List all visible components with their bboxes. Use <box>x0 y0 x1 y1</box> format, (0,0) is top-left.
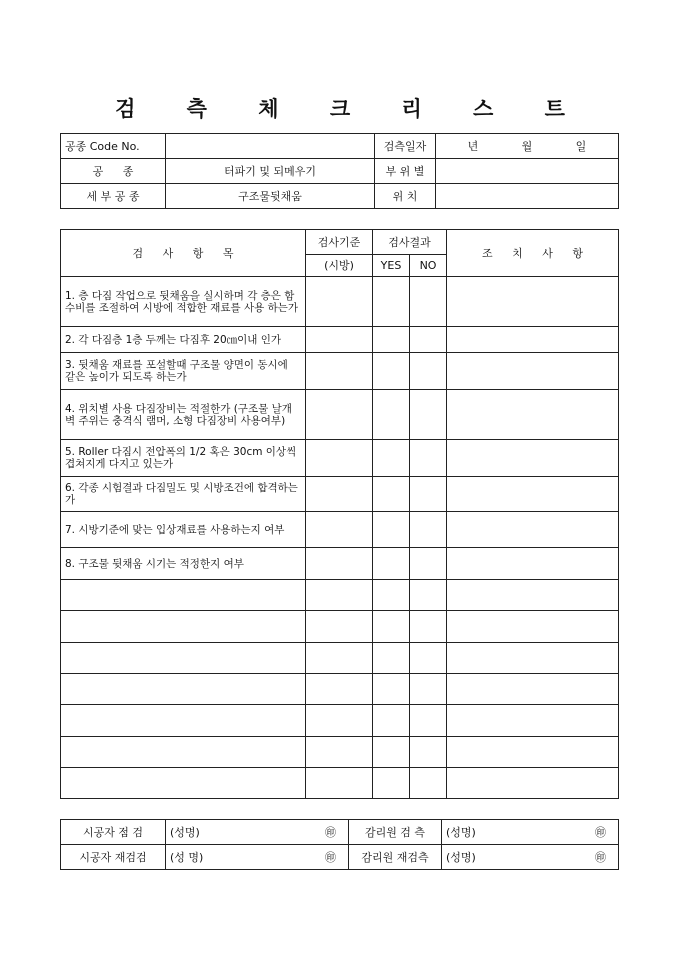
no-cell[interactable] <box>410 548 447 580</box>
table-row <box>61 477 619 512</box>
action-cell[interactable] <box>447 440 619 477</box>
page-title: 검 측 체 크 리 스 트 <box>115 96 587 121</box>
empty-cell[interactable] <box>447 674 619 705</box>
header-row-code <box>61 134 619 159</box>
supervisor-check-sign[interactable] <box>442 820 619 845</box>
check-item-2: 2. 각 다짐층 1층 두께는 다짐후 20㎝이내 인가 <box>61 327 306 353</box>
action-cell[interactable] <box>447 353 619 390</box>
table-row <box>61 327 619 353</box>
no-cell[interactable] <box>410 327 447 353</box>
empty-cell[interactable] <box>410 674 447 705</box>
supervisor-check-label: 감리원 검 측 <box>349 820 442 845</box>
action-cell[interactable] <box>447 277 619 327</box>
header-table <box>60 133 619 209</box>
empty-cell[interactable] <box>306 580 373 611</box>
check-item-7: 7. 시방기준에 맞는 입상재료를 사용하는지 여부 <box>61 512 306 548</box>
empty-cell[interactable] <box>410 705 447 737</box>
check-item-6: 6. 각종 시험결과 다짐밀도 및 시방조건에 합격하는가 <box>61 477 306 512</box>
empty-cell[interactable] <box>61 737 306 768</box>
empty-row <box>61 768 619 799</box>
empty-cell[interactable] <box>373 643 410 674</box>
name-label: (성명) <box>446 825 476 839</box>
name-label: (성 명) <box>170 850 204 864</box>
contractor-check-label: 시공자 점 검 <box>61 820 166 845</box>
yes-cell[interactable] <box>373 548 410 580</box>
action-header: 조 치 사 항 <box>447 230 619 277</box>
seal-icon: ㊞ <box>325 825 336 839</box>
contractor-recheck-label: 시공자 재검검 <box>61 845 166 870</box>
standard-header-2: (시방) <box>306 255 373 277</box>
sign-row-check <box>61 820 619 845</box>
location-label: 위 치 <box>375 184 436 209</box>
empty-cell[interactable] <box>61 611 306 643</box>
no-cell[interactable] <box>410 390 447 440</box>
empty-row <box>61 643 619 674</box>
no-cell[interactable] <box>410 440 447 477</box>
header-row-work-type <box>61 159 619 184</box>
yes-cell[interactable] <box>373 390 410 440</box>
empty-cell[interactable] <box>410 611 447 643</box>
action-cell[interactable] <box>447 477 619 512</box>
yes-cell[interactable] <box>373 277 410 327</box>
yes-cell[interactable] <box>373 327 410 353</box>
yes-cell[interactable] <box>373 440 410 477</box>
part-label: 부 위 별 <box>375 159 436 184</box>
empty-row <box>61 737 619 768</box>
empty-cell[interactable] <box>373 768 410 799</box>
items-header: 검 사 항 목 <box>61 230 306 277</box>
name-label: (성명) <box>170 825 200 839</box>
yes-label: YES <box>373 255 410 277</box>
yes-cell[interactable] <box>373 512 410 548</box>
empty-cell[interactable] <box>447 643 619 674</box>
result-header: 검사결과 <box>373 230 447 255</box>
standard-cell[interactable] <box>306 548 373 580</box>
empty-cell[interactable] <box>447 580 619 611</box>
table-row <box>61 440 619 477</box>
contractor-check-sign[interactable] <box>166 820 349 845</box>
standard-cell[interactable] <box>306 353 373 390</box>
empty-cell[interactable] <box>447 737 619 768</box>
location-value[interactable] <box>436 184 619 209</box>
empty-cell[interactable] <box>306 674 373 705</box>
date-value[interactable] <box>436 134 619 159</box>
empty-cell[interactable] <box>373 580 410 611</box>
work-type-value[interactable]: 터파기 및 되메우기 <box>166 159 375 184</box>
check-item-5: 5. Roller 다짐시 전압폭의 1/2 혹은 30cm 이상씩 겹쳐지게 다지고 있는가 <box>61 440 306 477</box>
empty-row <box>61 705 619 737</box>
date-month: 월 <box>521 139 533 153</box>
date-year: 년 <box>467 139 479 153</box>
table-row <box>61 353 619 390</box>
empty-cell[interactable] <box>61 643 306 674</box>
standard-cell[interactable] <box>306 390 373 440</box>
check-head-row-1 <box>61 230 619 255</box>
standard-cell[interactable] <box>306 512 373 548</box>
standard-cell[interactable] <box>306 477 373 512</box>
header-row-detail <box>61 184 619 209</box>
table-row <box>61 277 619 327</box>
detail-value[interactable]: 구조물뒷채움 <box>166 184 375 209</box>
supervisor-recheck-sign[interactable] <box>442 845 619 870</box>
no-cell[interactable] <box>410 512 447 548</box>
empty-row <box>61 611 619 643</box>
part-value[interactable] <box>436 159 619 184</box>
action-cell[interactable] <box>447 327 619 353</box>
table-row <box>61 512 619 548</box>
name-label: (성명) <box>446 850 476 864</box>
empty-cell[interactable] <box>373 705 410 737</box>
check-table <box>60 229 619 799</box>
standard-cell[interactable] <box>306 440 373 477</box>
empty-cell[interactable] <box>306 705 373 737</box>
empty-cell[interactable] <box>61 580 306 611</box>
yes-cell[interactable] <box>373 477 410 512</box>
contractor-recheck-sign[interactable] <box>166 845 349 870</box>
seal-icon: ㊞ <box>595 850 606 864</box>
sign-table <box>60 819 619 870</box>
date-day: 일 <box>575 139 587 153</box>
yes-cell[interactable] <box>373 353 410 390</box>
date-label: 검측일자 <box>375 134 436 159</box>
empty-cell[interactable] <box>410 768 447 799</box>
standard-header-1: 검사기준 <box>306 230 373 255</box>
check-item-4: 4. 위치별 사용 다짐장비는 적절한가 (구조물 날개벽 주위는 충격식 램머, 소형 다짐장비 사용여부) <box>61 390 306 440</box>
table-row <box>61 548 619 580</box>
seal-icon: ㊞ <box>595 825 606 839</box>
action-cell[interactable] <box>447 512 619 548</box>
check-item-8: 8. 구조물 뒷채움 시기는 적정한지 여부 <box>61 548 306 580</box>
empty-cell[interactable] <box>373 674 410 705</box>
standard-cell[interactable] <box>306 327 373 353</box>
empty-cell[interactable] <box>373 737 410 768</box>
code-value[interactable] <box>166 134 375 159</box>
check-item-3: 3. 뒷채움 재료를 포설할때 구조물 양면이 동시에 같은 높이가 되도록 하는가 <box>61 353 306 390</box>
work-type-label: 공 종 <box>61 159 166 184</box>
table-row <box>61 390 619 440</box>
empty-cell[interactable] <box>447 705 619 737</box>
empty-cell[interactable] <box>61 674 306 705</box>
empty-cell[interactable] <box>447 768 619 799</box>
empty-cell[interactable] <box>306 611 373 643</box>
empty-cell[interactable] <box>306 768 373 799</box>
action-cell[interactable] <box>447 390 619 440</box>
check-item-1: 1. 층 다짐 작업으로 뒷채움을 실시하며 각 층은 함수비를 조절하여 시방에 적합한 재료를 사용 하는가 <box>61 277 306 327</box>
detail-label: 세 부 공 종 <box>61 184 166 209</box>
sign-row-recheck <box>61 845 619 870</box>
standard-cell[interactable] <box>306 277 373 327</box>
empty-cell[interactable] <box>447 611 619 643</box>
no-cell[interactable] <box>410 353 447 390</box>
empty-cell[interactable] <box>410 643 447 674</box>
code-label: 공종 Code No. <box>61 134 166 159</box>
empty-cell[interactable] <box>306 643 373 674</box>
empty-cell[interactable] <box>373 611 410 643</box>
no-label: NO <box>410 255 447 277</box>
empty-cell[interactable] <box>410 737 447 768</box>
no-cell[interactable] <box>410 277 447 327</box>
empty-row <box>61 580 619 611</box>
empty-row <box>61 674 619 705</box>
supervisor-recheck-label: 감리원 재검측 <box>349 845 442 870</box>
empty-cell[interactable] <box>61 768 306 799</box>
empty-cell[interactable] <box>306 737 373 768</box>
no-cell[interactable] <box>410 477 447 512</box>
action-cell[interactable] <box>447 548 619 580</box>
empty-cell[interactable] <box>61 705 306 737</box>
empty-cell[interactable] <box>410 580 447 611</box>
seal-icon: ㊞ <box>325 850 336 864</box>
